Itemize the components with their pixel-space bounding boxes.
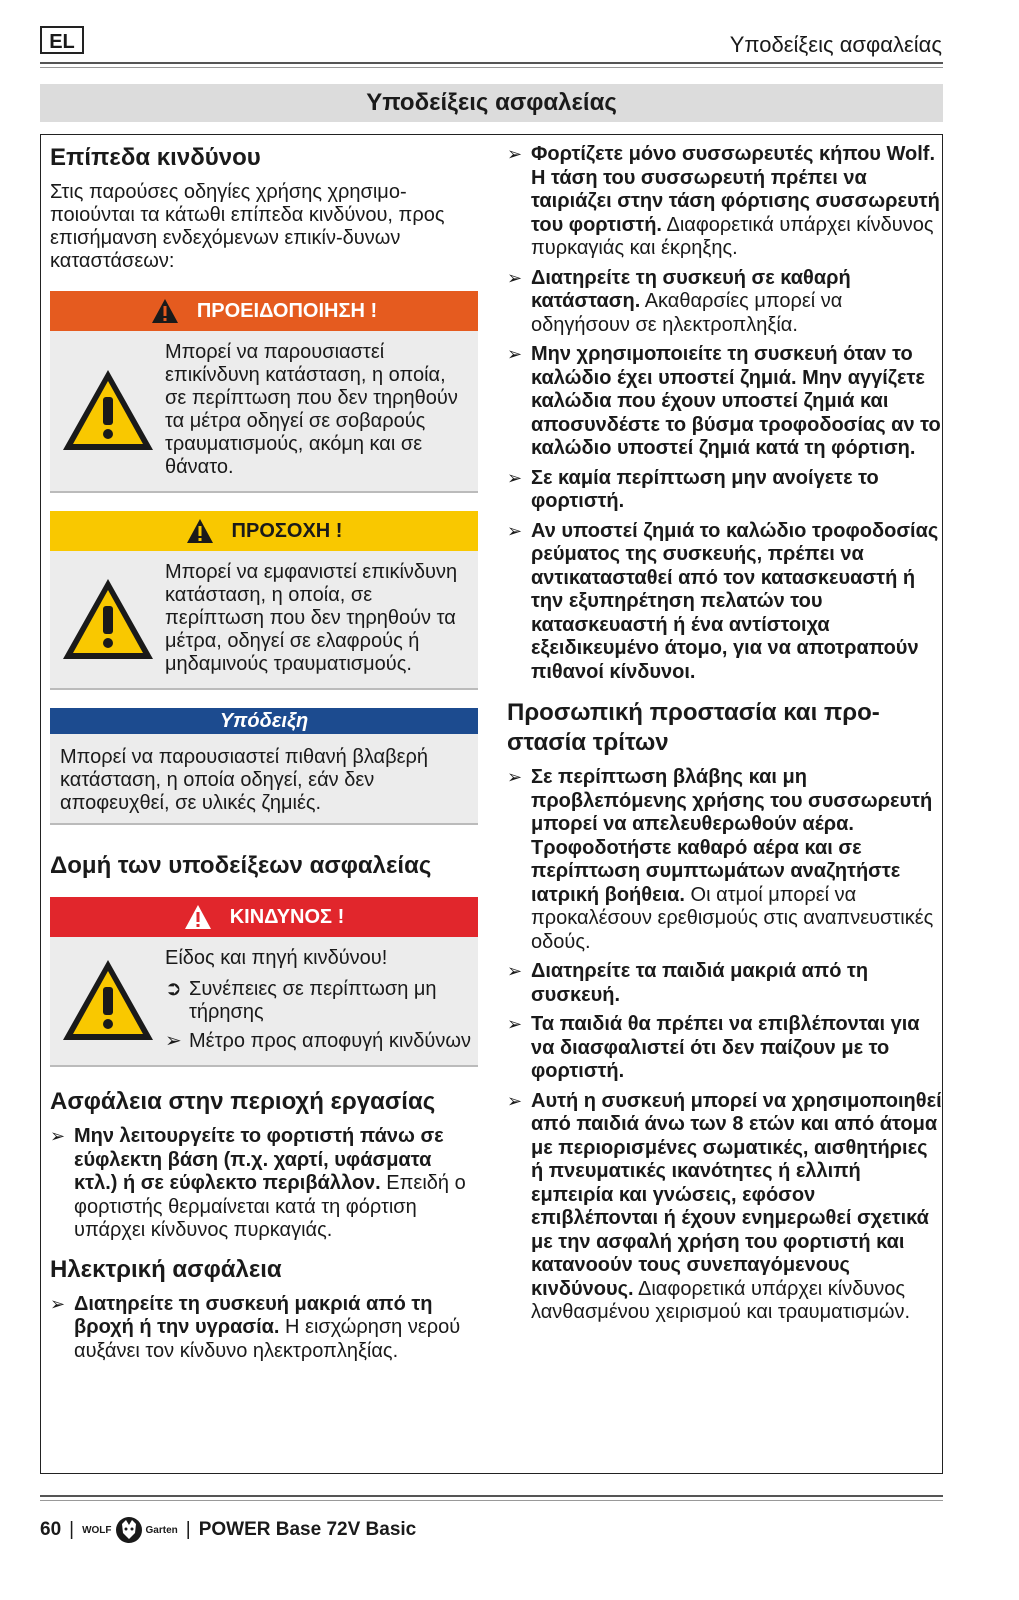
- warning-small-icon: [151, 298, 179, 324]
- page-title: Υποδείξεις ασφαλείας: [40, 84, 943, 122]
- caution-bar: [50, 511, 478, 551]
- list-item: ➢ Μην χρησιμοποιείτε τη συσκευή όταν το καλώδιο έχει υποστεί ζημιά. Μην αγγίζετε καλώδια που έχουν υποστεί ζημιά και αποσυνδέστε το βύσμα τροφοδοσίας αν το καλώδιο υποστεί ζημιά κατά τη φόρτιση.: [507, 343, 943, 461]
- list-item: ➢ Φορτίζετε μόνο συσσωρευτές κήπου Wolf. Η τάση του συσσωρευτή πρέπει να ταιριάζει στην τάση φόρτισης συσσωρευτή του φορτιστή. Διαφορετικά υπάρχει κίνδυνος πυρκαγιάς και έκρηξης.: [507, 143, 943, 261]
- note-text: Μπορεί να παρουσιαστεί πιθανή βλαβερή κατάσταση, η οποία οδηγεί, εάν δεν αποφευχθεί, σε υλικές ζημιές.: [50, 734, 478, 825]
- heading-electrical: Ηλεκτρική ασφάλεια: [50, 1255, 282, 1283]
- footer-rule: [40, 1495, 943, 1497]
- product-name: POWER Base 72V Basic: [198, 1519, 417, 1540]
- caution-text: Μπορεί να εμφανιστεί επικίνδυνη κατάσταση, η οποία, σε περίπτωση που δεν τηρηθούν τα μέτρα, οδηγεί σε ελαφρούς ή μηδαμινούς τραυματισμούς.: [165, 561, 458, 675]
- warning-box: [50, 291, 478, 493]
- danger-measure: ➢ Μέτρο προς αποφυγή κινδύνων: [165, 1030, 471, 1052]
- list-item: ➢ Διατηρείτε τη συσκευή σε καθαρή κατάσταση. Ακαθαρσίες μπορεί να οδηγήσουν σε ηλεκτροπληξία.: [507, 267, 943, 338]
- danger-box: [50, 897, 478, 1067]
- electrical-list: [50, 1293, 478, 1364]
- heading-danger-levels: Επίπεδα κινδύνου: [50, 144, 261, 171]
- footer-separator: |: [69, 1519, 75, 1540]
- note-bar: Υπόδειξη: [50, 708, 478, 734]
- warning-triangle-icon: [60, 367, 156, 453]
- left-column: [50, 143, 478, 1369]
- danger-label: ΚΙΝΔΥΝΟΣ !: [229, 905, 345, 928]
- caution-label: ΠΡΟΣΟΧΗ !: [231, 519, 343, 542]
- caution-triangle-icon: [60, 576, 156, 662]
- wolf-head-icon: [115, 1516, 143, 1544]
- warning-text: Μπορεί να παρουσιαστεί επικίνδυνη κατάσταση, η οποία, σε περίπτωση που δεν τηρηθούν τα μέτρα οδηγεί σε σοβαρούς τραυματισμούς, ακόμη και σε θάνατο.: [165, 341, 458, 478]
- danger-source: Είδος και πηγή κινδύνου!: [165, 947, 388, 969]
- measure-arrow-icon: ➢: [165, 1030, 182, 1052]
- footer-rule-thin: [40, 1500, 943, 1501]
- heading-personal: Προσωπική προστασία και προ-στασία τρίτων: [507, 699, 880, 756]
- personal-list: [507, 766, 943, 1325]
- paragraph-danger-levels: Στις παρούσες οδηγίες χρήσης χρησιμο-ποιούνται τα κάτωθι επίπεδα κινδύνου, προς επισήμανση ενδεχόμενων επικίν-δυνων καταστάσεων:: [50, 181, 445, 272]
- danger-text: [165, 947, 478, 1053]
- caution-small-icon: [186, 518, 214, 544]
- caution-box: [50, 511, 478, 690]
- danger-triangle-icon: [60, 957, 156, 1043]
- footer: [40, 1516, 416, 1544]
- danger-small-icon: [184, 904, 212, 930]
- language-badge: EL: [40, 26, 84, 54]
- header-rule: [40, 62, 943, 64]
- page-number: 60: [40, 1519, 62, 1540]
- content-frame: [40, 134, 943, 1474]
- work-area-list: [50, 1125, 478, 1243]
- charger-list: [507, 143, 943, 684]
- running-head: Υποδείξεις ασφαλείας: [729, 32, 942, 57]
- right-column: [507, 143, 943, 1331]
- consequence-arrow-icon: ➲: [165, 978, 182, 1000]
- warning-label: ΠΡΟΕΙΔΟΠΟΙΗΣΗ !: [196, 299, 378, 322]
- footer-separator: |: [185, 1519, 191, 1540]
- list-item: ➢ Σε περίπτωση βλάβης και μη προβλεπόμενης χρήσης του συσσωρευτή μπορεί να απελευθερωθούν αέρα. Τροφοδοτήστε καθαρό αέρα και σε περίπτωση συμπτωμάτων αναζητήστε ιατρική βοήθεια. Οι ατμοί μπορεί να προκαλέσουν ερεθισμούς στις αναπνευστικές οδούς.: [507, 766, 943, 954]
- danger-body: [50, 937, 478, 1067]
- list-item: ➢ Διατηρείτε τα παιδιά μακριά από τη συσκευή.: [507, 960, 943, 1007]
- danger-bar: [50, 897, 478, 937]
- list-item: ➢ Σε καμία περίπτωση μην ανοίγετε το φορτιστή.: [507, 467, 943, 514]
- list-item: ➢ Αυτή η συσκευή μπορεί να χρησιμοποιηθεί από παιδιά άνω των 8 ετών και από άτομα με περιορισμένες σωματικές, αισθητήριες ή πνευματικές ικανότητες ή ελλιπή εμπειρία και γνώσεις, εφόσον επιβλέπονται ή έχουν ενημερωθεί σχετικά με την ασφαλή χρήση του φορτιστή και κατανοούν τους συνεπαγόμενους κινδύνους. Διαφορετικά υπάρχει κίνδυνος λανθασμένου χειρισμού και τραυματισμών.: [507, 1090, 943, 1325]
- caution-body: [50, 551, 478, 690]
- list-item: ➢ Μην λειτουργείτε το φορτιστή πάνω σε εύφλεκτη βάση (π.χ. χαρτί, υφάσματα κτλ.) ή σε εύφλεκτο περιβάλλον. Επειδή ο φορτιστής θερμαίνεται κατά τη φόρτιση υπάρχει κίνδυνος πυρκαγιάς.: [50, 1125, 478, 1243]
- warning-body: [50, 331, 478, 493]
- warning-bar: [50, 291, 478, 331]
- brand-logo: WOLF Garten: [82, 1516, 178, 1544]
- list-item: ➢ Τα παιδιά θα πρέπει να επιβλέπονται για να διασφαλιστεί ότι δεν παίζουν με το φορτιστή.: [507, 1013, 943, 1084]
- note-box: [50, 708, 478, 825]
- heading-structure: Δομή των υποδείξεων ασφαλείας: [50, 852, 432, 879]
- heading-work-area: Ασφάλεια στην περιοχή εργασίας: [50, 1088, 436, 1115]
- list-item: ➢ Αν υποστεί ζημιά το καλώδιο τροφοδοσίας ρεύματος της συσκευής, πρέπει να αντικατασταθεί από τον κατασκευαστή ή την εξυπηρέτηση πελατών του κατασκευαστή ή ένα αντίστοιχα εξειδικευμένο άτομο, για να αποτραπούν πιθανοί κίνδυνοι.: [507, 520, 943, 685]
- danger-consequence: ➲ Συνέπειες σε περίπτωση μη τήρησης: [165, 978, 437, 1023]
- list-item: ➢ Διατηρείτε τη συσκευή μακριά από τη βροχή ή την υγρασία. Η εισχώρηση νερού αυξάνει τον κίνδυνο ηλεκτροπληξίας.: [50, 1293, 478, 1364]
- header-rule-thin: [40, 67, 943, 68]
